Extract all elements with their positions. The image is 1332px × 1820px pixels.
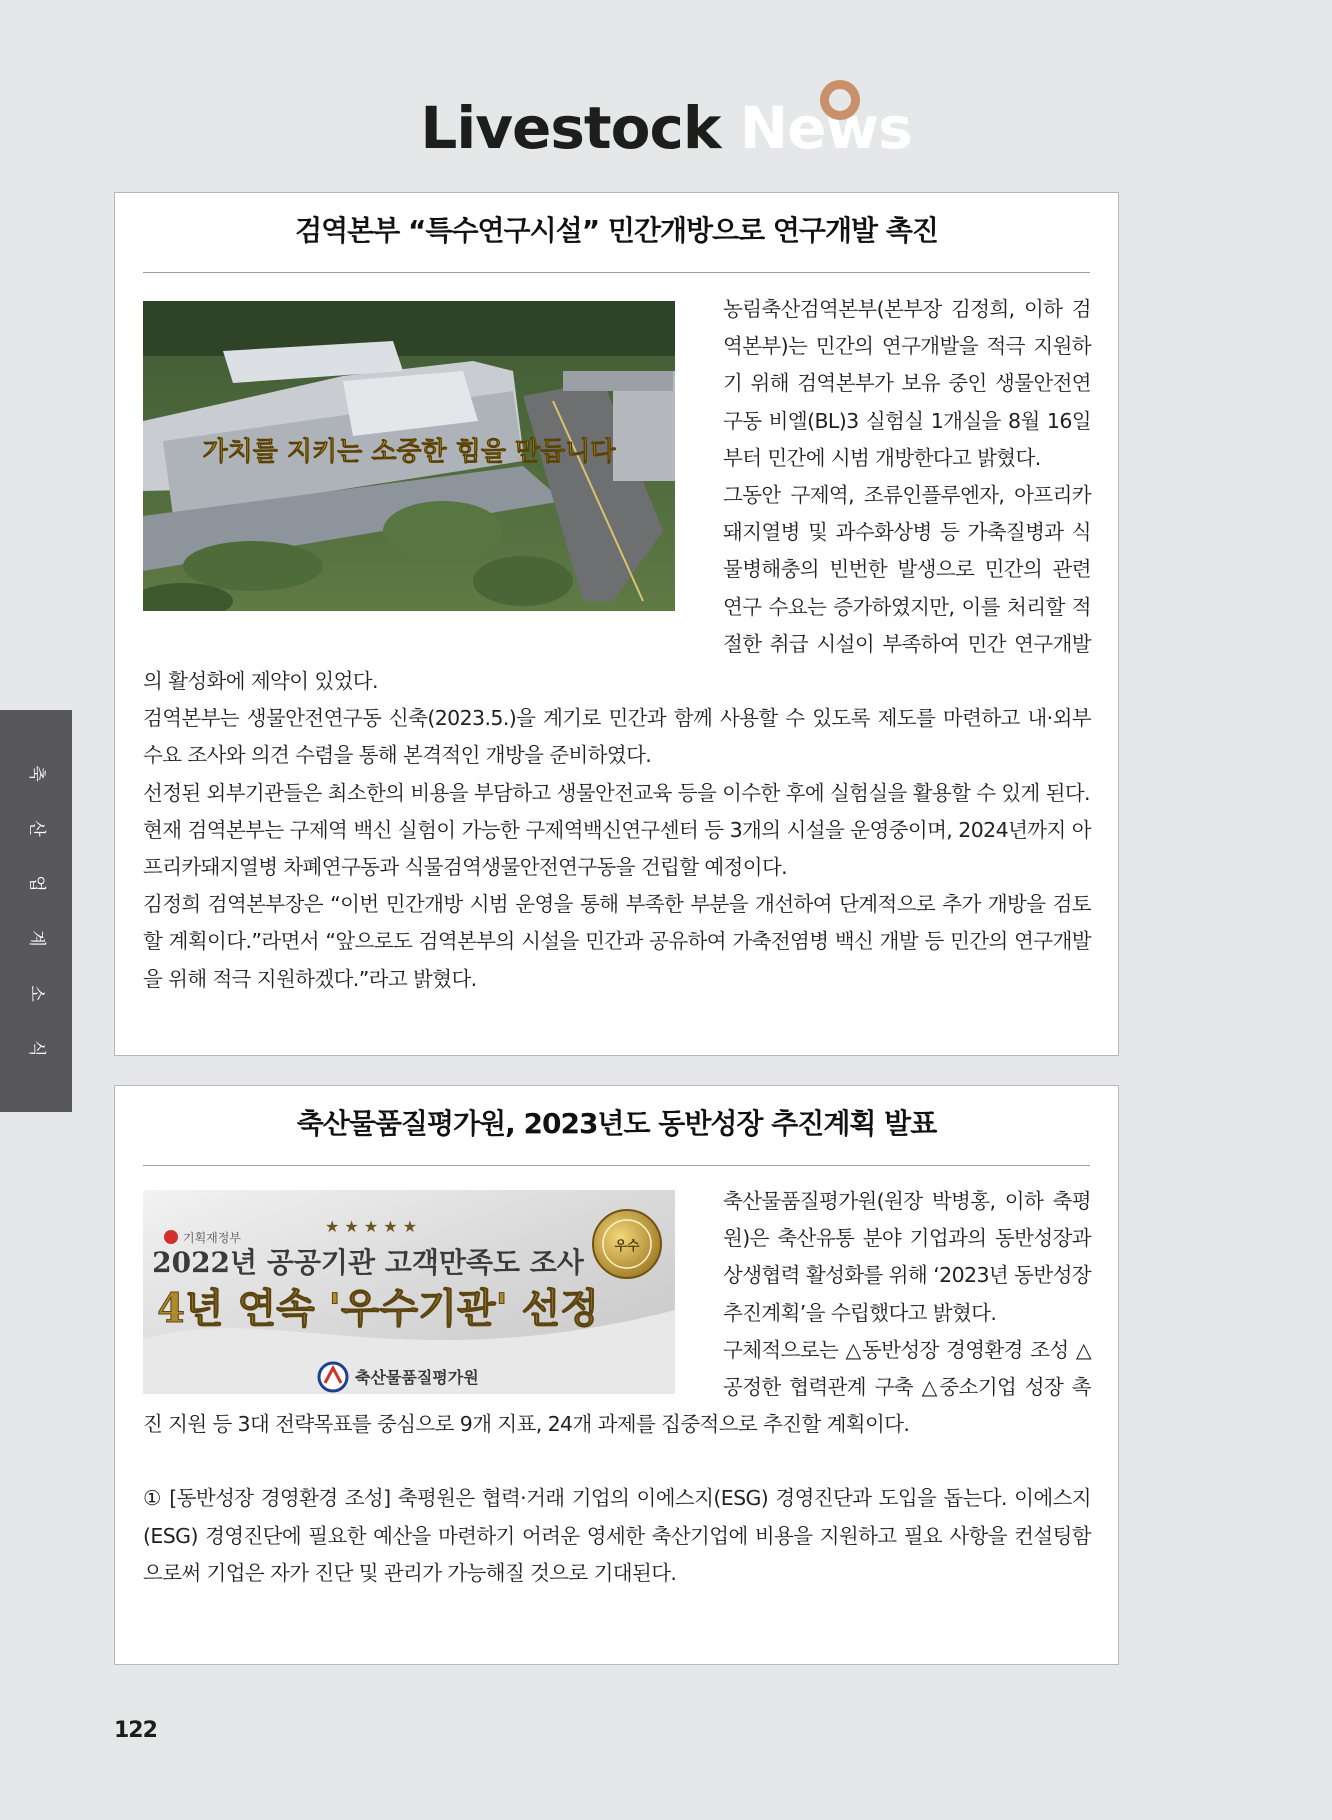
masthead-word-livestock: Livestock (420, 94, 721, 162)
page-number: 122 (114, 1718, 157, 1743)
article-body (143, 291, 1091, 998)
banner-line1: 2022년 공공기관 고객만족도 조사 (152, 1246, 584, 1279)
side-tab-char: 업 (26, 875, 47, 892)
side-tab-char: 축 (26, 765, 47, 782)
badge-label: 우수 (614, 1239, 640, 1254)
banner-org-name: 축산물품질평가원 (355, 1368, 479, 1387)
side-tab-char: 산 (26, 820, 47, 837)
side-tab-char: 계 (26, 930, 47, 947)
title-divider (143, 1165, 1090, 1166)
article-body (143, 1183, 1091, 1592)
article-card-quarantine (114, 192, 1119, 1056)
photo-caption-overlay: 가치를 지키는 소중한 힘을 만듭니다 (202, 437, 616, 467)
article-title: 축산물품질평가원, 2023년도 동반성장 추진계획 발표 (296, 1107, 937, 1140)
article-card-quality-institute (114, 1085, 1119, 1665)
article-paragraph: 구체적으로는 △동반성장 경영환경 조성 △공정한 협력관계 구축 △중소기업 성장 촉진 지원 등 3대 전략목표를 중심으로 9개 지표, 24개 과제를 집중적으로 추진할 계획이다. (143, 1337, 1091, 1437)
article-paragraph: 김정희 검역본부장은 “이번 민간개방 시범 운영을 통해 부족한 부분을 개선하여 단계적으로 추가 개방을 검토할 계획이다.”라면서 “앞으로도 검역본부의 시설을 민간과 공유하여 가축전염병 백신 개발 등 민간의 연구개발을 위해 적극 지원하겠다.”라고 밝혔다. (143, 892, 1091, 991)
article-paragraph: 선정된 외부기관들은 최소한의 비용을 부담하고 생물안전교육 등을 이수한 후에 실험실을 활용할 수 있게 된다. (143, 780, 1090, 805)
article-paragraph: 농림축산검역본부(본부장 김정희, 이하 검역본부)는 민간의 연구개발을 적극 지원하기 위해 검역본부가 보유 중인 생물안전연구동 비엘(BL)3 실험실 1개실을 8월 16일부터 민간에 시범 개방한다고 밝혔다. (723, 297, 1091, 470)
banner-ministry: 기획재정부 (183, 1231, 241, 1245)
masthead (0, 92, 1332, 164)
article-paragraph: ① [동반성장 경영환경 조성] 축평원은 협력·거래 기업의 이에스지(ESG) 경영진단과 도입을 돕는다. 이에스지(ESG) 경영진단에 필요한 예산을 마련하기 어려운 영세한 축산기업에 비용을 지원하고 필요 사항을 컨설팅함으로써 기업은 자가 진단 및 관리가 가능해질 것으로 기대된다. (143, 1486, 1091, 1585)
side-tab-char: 소 (26, 985, 47, 1002)
stars-icon: ★ ★ ★ ★ ★ (324, 1217, 418, 1236)
ring-icon (820, 80, 860, 120)
masthead-word-news: News (739, 94, 912, 162)
banner-line2: 4년 연속 '우수기관' 선정 (157, 1285, 599, 1332)
article-paragraph: 현재 검역본부는 구제역 백신 실험이 가능한 구제역백신연구센터 등 3개의 시설을 운영중이며, 2024년까지 아프리카돼지열병 차폐연구동과 식물검역생물안전연구동을 건립할 예정이다. (143, 817, 1091, 880)
article-paragraph: 검역본부는 생물안전연구동 신축(2023.5.)을 계기로 민간과 함께 사용할 수 있도록 제도를 마련하고 내·외부 수요 조사와 의견 수렴을 통해 본격적인 개방을 준비하였다. (143, 706, 1091, 768)
article-paragraph: 축산물품질평가원(원장 박병홍, 이하 축평원)은 축산유통 분야 기업과의 동반성장과 상생협력 활성화를 위해 ‘2023년 동반성장 추진계획’을 수립했다고 밝혔다. (723, 1189, 1091, 1325)
article-paragraph: 그동안 구제역, 조류인플루엔자, 아프리카돼지열병 및 과수화상병 등 가축질병과 식물병해충의 빈번한 발생으로 민간의 관련 연구 수요는 증가하였지만, 이를 처리할 적절한 취급 시설이 부족하여 민간 연구개발의 활성화에 제약이 있었다. (143, 483, 1091, 694)
title-divider (143, 272, 1090, 273)
article-title: 검역본부 “특수연구시설” 민간개방으로 연구개발 촉진 (295, 214, 938, 247)
side-tab-char: 식 (26, 1040, 47, 1057)
section-side-tab (0, 710, 72, 1112)
